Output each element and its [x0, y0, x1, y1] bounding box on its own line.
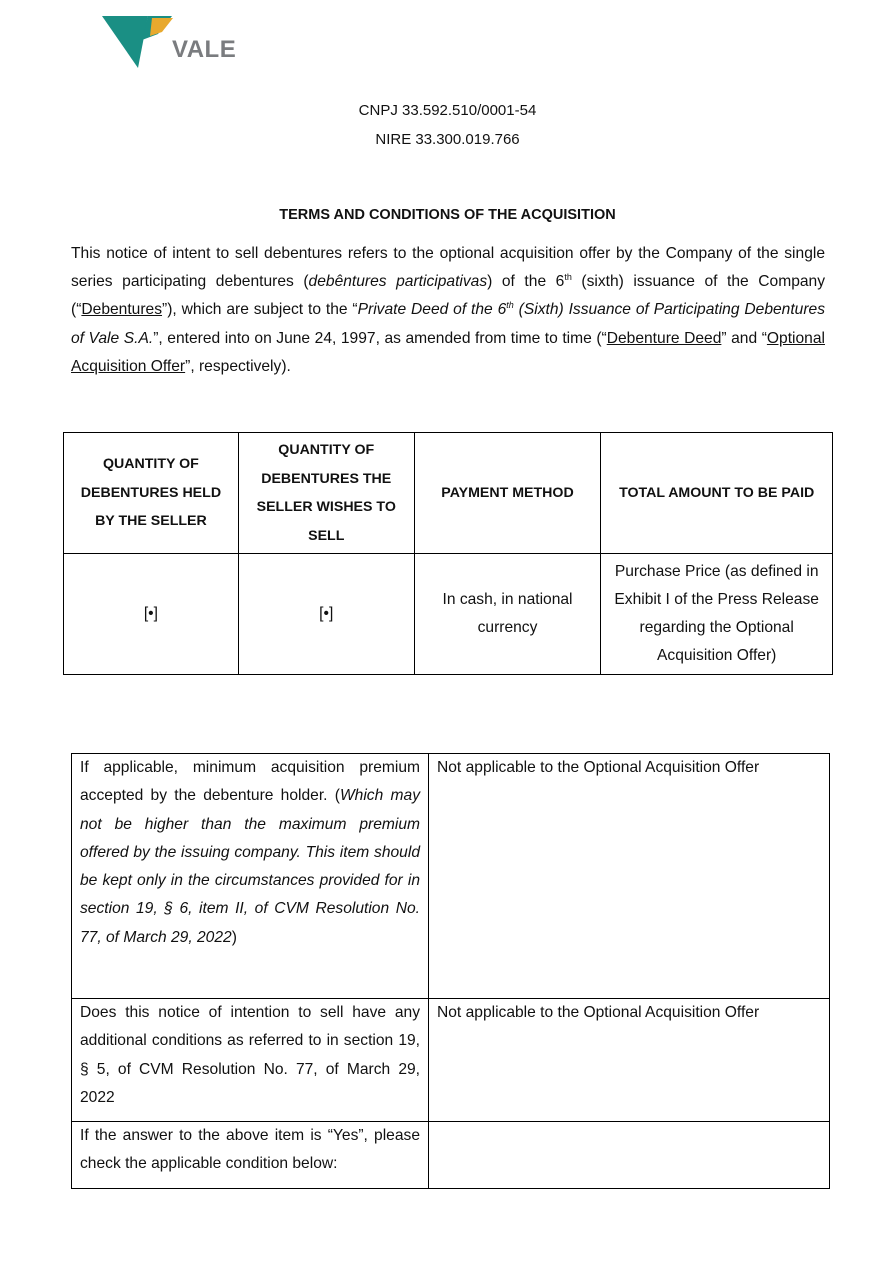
table-row [64, 554, 833, 675]
header-quantity-held: QUANTITY OF DEBENTURES HELD BY THE SELLER [64, 433, 239, 554]
total-amount-value: Purchase Price (as defined in Exhibit I of the Press Release regarding the Optional Acquisition Offer) [601, 554, 833, 675]
table-header-row [64, 433, 833, 554]
table-row [72, 754, 830, 999]
applicable-condition-answer[interactable] [429, 1122, 830, 1189]
vale-logo [100, 14, 245, 70]
nire: NIRE 33.300.019.766 [375, 131, 520, 148]
payment-method-value: In cash, in national currency [414, 554, 601, 675]
table-row [72, 1122, 830, 1189]
intro-paragraph: This notice of intent to sell debentures refers to the optional acquisition offer by the Company of the single series participating debentures (debêntures participativas) of the 6th (sixth) issuance of the Company (“Debentures”), which are subject to the “Private Deed of the 6th (Sixth) Issuance of Participating Debentures of Vale S.A.”, entered into on June 24, 1997, as amended from time to time (“Debenture Deed” and “Optional Acquisition Offer”, respectively). [71, 245, 826, 375]
document-title: TERMS AND CONDITIONS OF THE ACQUISITION [279, 207, 616, 223]
defined-term-optional-acquisition-offer: Optional Acquisition Offer [71, 329, 825, 375]
conditions-table [71, 753, 830, 1189]
defined-term-debenture-deed: Debenture Deed [606, 329, 722, 347]
acquisition-terms-table [63, 432, 833, 675]
applicable-condition-question: If the answer to the above item is “Yes”, please check the applicable condition below: [72, 1122, 429, 1189]
table-row [72, 999, 830, 1122]
quantity-to-sell-value: [•] [238, 554, 414, 675]
additional-conditions-question: Does this notice of intention to sell have any additional conditions as referred to in section 19, § 5, of CVM Resolution No. 77, of March 29, 2022 [72, 999, 429, 1122]
minimum-premium-question: If applicable, minimum acquisition premium accepted by the debenture holder. (Which may not be higher than the maximum premium offered by the issuing company. This item should be kept only in the circumstances provided for in section 19, § 6, item II, of CVM Resolution No. 77, of March 29, 2022) [72, 754, 429, 999]
quantity-held-value: [•] [64, 554, 239, 675]
additional-conditions-answer: Not applicable to the Optional Acquisition Offer [429, 999, 830, 1122]
logo-text: VALE [172, 36, 237, 63]
cnpj: CNPJ 33.592.510/0001-54 [358, 102, 537, 119]
header-total-amount: TOTAL AMOUNT TO BE PAID [601, 433, 833, 554]
header-quantity-to-sell: QUANTITY OF DEBENTURES THE SELLER WISHES TO SELL [238, 433, 414, 554]
vale-logo-mark-icon [100, 14, 175, 70]
minimum-premium-answer: Not applicable to the Optional Acquisition Offer [429, 754, 830, 999]
defined-term-debentures: Debentures [81, 301, 163, 319]
header-payment-method: PAYMENT METHOD [414, 433, 601, 554]
